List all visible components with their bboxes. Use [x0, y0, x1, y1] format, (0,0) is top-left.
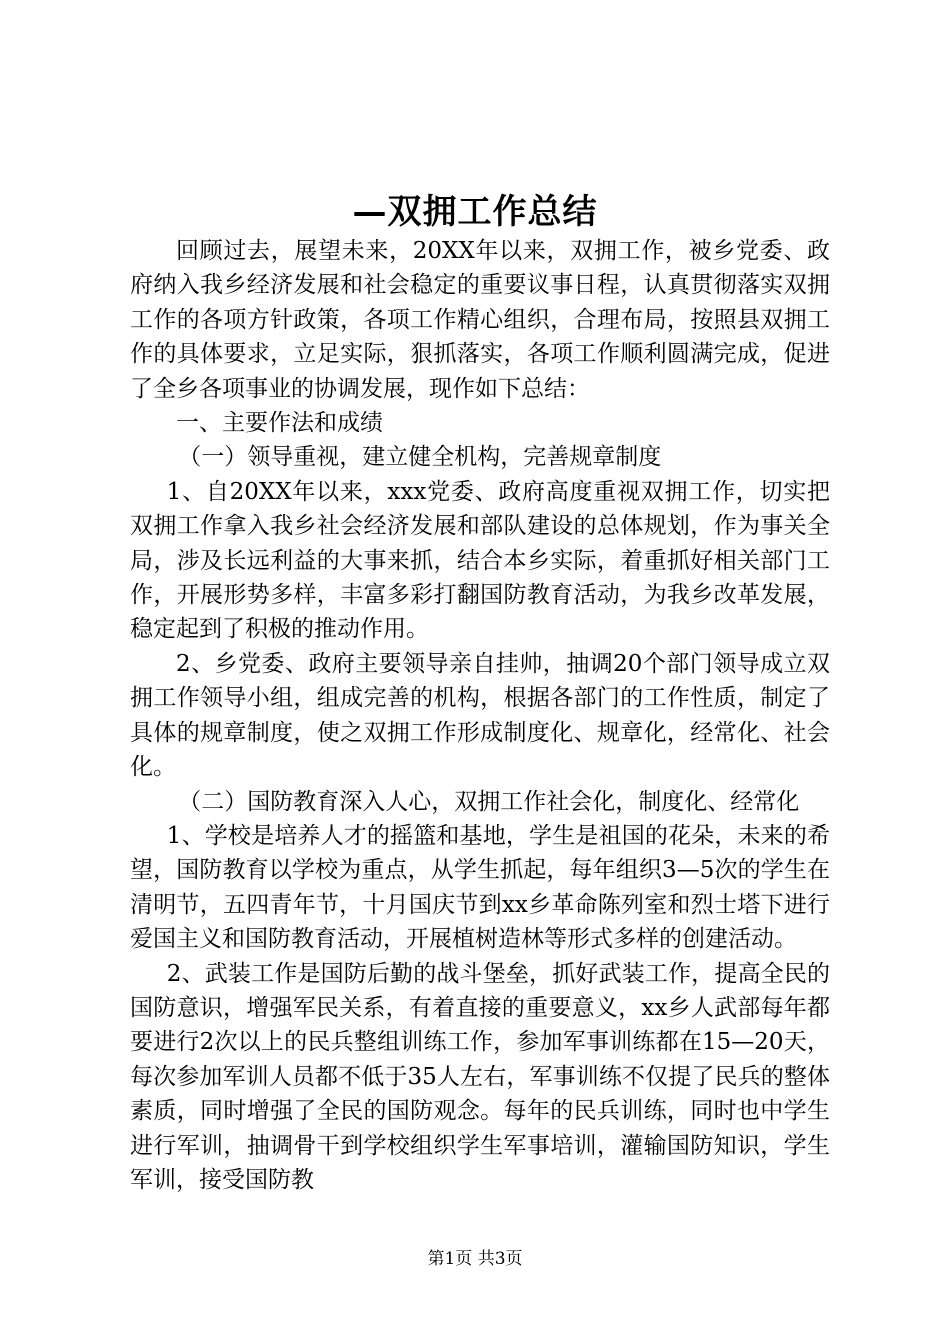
paragraph-intro: 回顾过去，展望未来，20XX年以来，双拥工作，被乡党委、政府纳入我乡经济发展和社会稳定的重要议事日程，认真贯彻落实双拥工作的各项方针政策，各项工作精心组织，合理布局，按照县双拥工作的具体要求，立足实际，狠抓落实，各项工作顺利圆满完成，促进了全乡各项事业的协调发展，现作如下总结： [130, 238, 830, 402]
document-title: —双拥工作总结 [352, 192, 598, 232]
paragraph-2-2: 2、武装工作是国防后勤的战斗堡垒，抓好武装工作，提高全民的国防意识，增强军民关系，有着直接的重要意义，xx乡人武部每年都要进行2次以上的民兵整组训练工作，参加军事训练都在15—20天，每次参加军训人员都不低于35人左右，军事训练不仅提了民兵的整体素质，同时增强了全民的国防观念。每年的民兵训练，同时也中学生进行军训，抽调骨干到学校组织学生军事培训，灌输国防知识，学生军训，接受国防教 [130, 960, 830, 1193]
document-body [130, 234, 830, 1197]
subsection-heading-2: （二）国防教育深入人心，双拥工作社会化，制度化、经常化 [178, 788, 800, 815]
paragraph-1-2: 2、乡党委、政府主要领导亲自挂帅，抽调20个部门领导成立双拥工作领导小组，组成完善的机构，根据各部门的工作性质，制定了具体的规章制度，使之双拥工作形成制度化、规章化，经常化、社会化。 [130, 650, 830, 781]
paragraph-2-1: 1、学校是培养人才的摇篮和基地，学生是祖国的花朵，未来的希望，国防教育以学校为重点，从学生抓起，每年组织3—5次的学生在清明节，五四青年节，十月国庆节到xx乡革命陈列室和烈士塔下进行爱国主义和国防教育活动，开展植树造林等形式多样的创建活动。 [130, 822, 830, 953]
section-heading-1: 一、主要作法和成绩 [176, 410, 383, 437]
paragraph-1-1: 1、自20XX年以来，xxx党委、政府高度重视双拥工作，切实把双拥工作拿入我乡社会经济发展和部队建设的总体规划，作为事关全局，涉及长远利益的大事来抓，结合本乡实际，着重抓好相关部门工作，开展形势多样，丰富多彩打翻国防教育活动，为我乡改革发展，稳定起到了积极的推动作用。 [130, 478, 830, 643]
subsection-heading-1: （一）领导重视，建立健全机构，完善规章制度 [178, 444, 662, 471]
page-footer: 第1页 共3页 [427, 1249, 523, 1269]
